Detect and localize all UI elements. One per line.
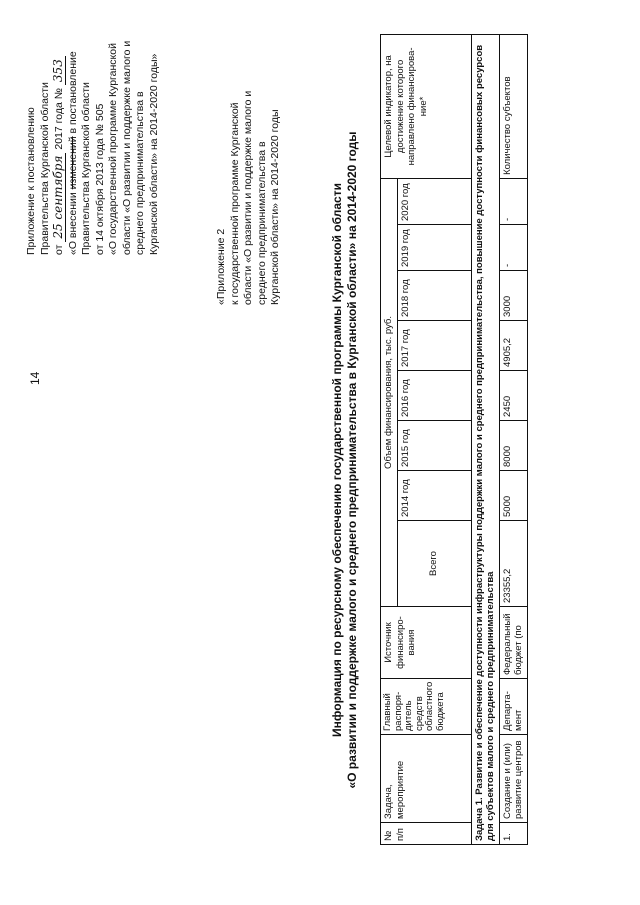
handwritten-date: 25 сентября xyxy=(51,153,66,242)
date-suffix: 2017 года № xyxy=(53,88,65,150)
row1-task: Создание и (или) развитие центров xyxy=(499,735,527,823)
header-manager: Главный распоря- дитель средств областного бюджета xyxy=(381,679,472,735)
header-2017: 2017 год xyxy=(397,321,471,371)
row1-indicator: Количество субъектов xyxy=(499,34,527,178)
appendix-date-line xyxy=(52,45,67,255)
appendix-line-9: среднего предпринимательства в xyxy=(134,91,146,255)
header-source: Источник финансиро- вания xyxy=(381,607,472,679)
appendix-line-4a: «О внесении xyxy=(66,189,79,255)
date-prefix: от xyxy=(53,244,65,255)
row1-2017: 4905,2 xyxy=(499,321,527,371)
appendix-line-4 xyxy=(67,45,81,255)
row1-source: Федеральный бюджет (по xyxy=(499,607,527,679)
table-row xyxy=(499,34,527,844)
header-volume: Объем финансирования, тыс. руб. xyxy=(381,178,398,606)
appendix-line-10: Курганской области» на 2014-2020 годы» xyxy=(147,53,160,255)
row1-2014: 5000 xyxy=(499,471,527,521)
handwritten-number: 353 xyxy=(51,56,66,85)
row1-2015: 8000 xyxy=(499,421,527,471)
title-line-2: «О развитии и поддержке малого и среднего предпринимательства в Курганской области» на 2014-2020 годы xyxy=(345,131,359,789)
header-2016: 2016 год xyxy=(397,371,471,421)
row1-2018: 3000 xyxy=(499,271,527,321)
appendix2-line-2: к государственной программе Курганской xyxy=(228,102,241,305)
appendix-2-header xyxy=(215,55,283,305)
appendix-header xyxy=(25,40,161,255)
table-header-row-1 xyxy=(381,34,398,844)
appendix-line-2: Правительства Курганской области xyxy=(38,82,51,255)
row1-2020: - xyxy=(499,178,527,224)
appendix-line-4c: в постановление xyxy=(66,51,79,137)
resource-table xyxy=(380,34,528,845)
page-number: 14 xyxy=(28,371,42,385)
task-1-row xyxy=(471,34,499,844)
row1-num: 1. xyxy=(499,823,527,845)
row1-2016: 2450 xyxy=(499,371,527,421)
appendix-line-4b: изменений xyxy=(66,136,79,190)
header-2020: 2020 год xyxy=(397,178,471,224)
header-task: Задача, мероприятие xyxy=(381,735,472,823)
appendix-line-1: Приложение к постановлению xyxy=(25,107,37,255)
row1-manager: Департа- мент xyxy=(499,679,527,735)
appendix2-line-3: области «О развитии и поддержке малого и xyxy=(242,90,254,305)
appendix-line-6: от 14 октября 2013 года № 505 xyxy=(93,103,106,255)
header-2019: 2019 год xyxy=(397,225,471,271)
rotated-content xyxy=(25,25,615,880)
header-2014: 2014 год xyxy=(397,471,471,521)
appendix-line-5: Правительства Курганской области xyxy=(80,82,92,255)
row1-2019: - xyxy=(499,225,527,271)
header-2018: 2018 год xyxy=(397,271,471,321)
title-line-1: Информация по ресурсному обеспечению государственной программы Курганской области xyxy=(330,183,344,737)
row1-total: 23355,2 xyxy=(499,521,527,607)
appendix2-line-4: среднего предпринимательства в xyxy=(255,141,268,305)
header-total: Всего xyxy=(397,521,471,607)
appendix-line-8: области «О развитии и поддержке малого и xyxy=(120,40,133,255)
task-1-title: Задача 1. Развитие и обеспечение доступности инфраструктуры поддержки малого и среднего предпринимательства, повышение доступности финансовых ресурсов для субъектов малого и среднего предпринимательства xyxy=(471,34,499,844)
header-indicator: Целевой индикатор, на достижение которого направлено финансирова- ние* xyxy=(381,34,472,178)
appendix-line-7: «О государственной программе Курганской xyxy=(107,43,119,255)
document-title xyxy=(330,60,360,860)
header-num: № п/п xyxy=(381,823,472,845)
header-2015: 2015 год xyxy=(397,421,471,471)
appendix2-line-5: Курганской области» на 2014-2020 годы xyxy=(269,109,281,305)
appendix2-line-1: «Приложение 2 xyxy=(215,228,227,305)
